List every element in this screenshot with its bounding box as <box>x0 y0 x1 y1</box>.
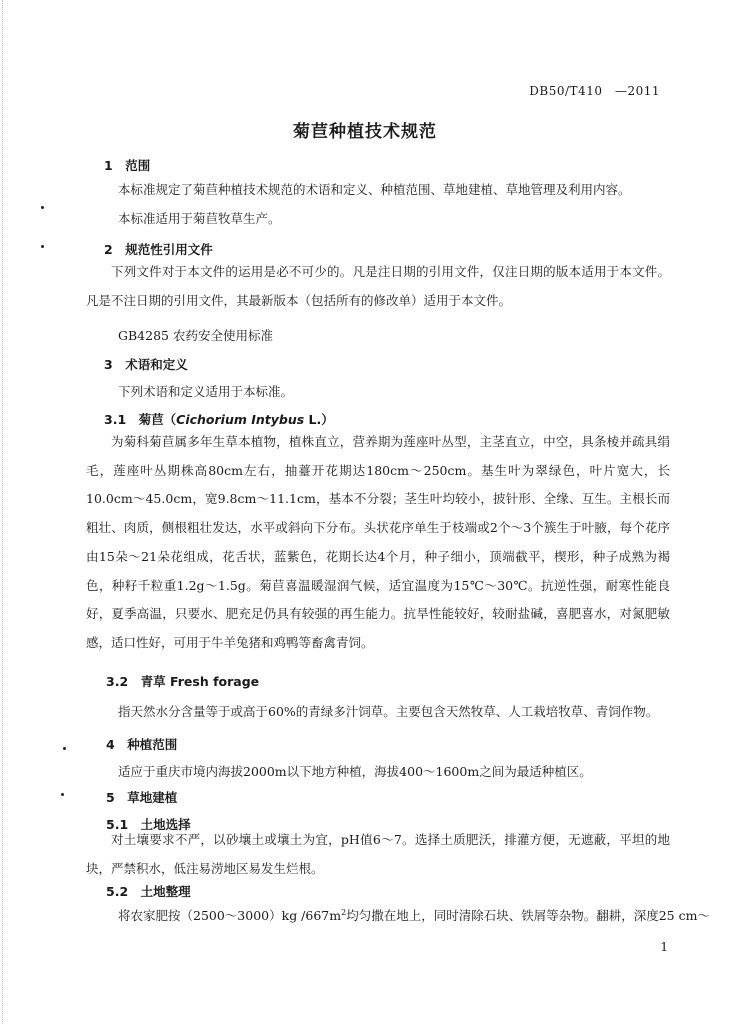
paragraph: 适应于重庆市境内海拔2000m以下地方种植，海拔400～1600m之间为最适种植区。 <box>118 764 592 779</box>
reference-item: GB4285 农药安全使用标准 <box>118 328 273 343</box>
paragraph: 将农家肥按（2500～3000）kg $/667m^2$均匀撒在地上，同时清除石块、铁屑等杂物。翻耕，深度25 cm～ <box>118 907 710 923</box>
paragraph: 为菊科菊苣属多年生草本植物，植株直立，营养期为莲座叶丛型，主茎直立，中空，具条棱并疏具绢毛，莲座叶丛期株高80cm左右，抽薹开花期达180cm～250cm。基生叶为翠绿色，叶片宽大，长10.0cm～45.0cm，宽9.8cm～11.1cm，基本不分裂；茎生叶均较小，披针形、全缘、互生。主根长而粗壮、肉质，侧根粗壮发达，水平或斜向下分布。头状花序单生于枝端或2个～3个簇生于叶腋，每个花序由15朵～21朵花组成，花舌状，蓝紫色，花期长达4个月，种子细小，顶端截平，楔形，种子成熟为褐色，种籽千粒重1.2g～1.5g。菊苣喜温暖湿润气候，适宜温度为15℃～30℃。抗逆性强，耐寒性能良好，夏季高温，只要水、肥充足仍具有较强的再生能力。抗旱性能较好，较耐盐碱，喜肥喜水，对氮肥敏感，适口性好，可用于牛羊兔猪和鸡鸭等畜禽青饲。 <box>86 434 670 650</box>
subsection-heading: 3.1 菊苣（Cichorium Intybus L.） <box>104 412 334 427</box>
section-heading: 5 草地建植 <box>106 790 178 805</box>
subsection-heading: 3.2 青草 Fresh forage <box>106 674 260 689</box>
section-heading: 1 范围 <box>104 158 151 173</box>
section-heading: 2 规范性引用文件 <box>104 242 213 257</box>
scan-speck <box>41 245 44 248</box>
section-heading: 3 术语和定义 <box>104 357 188 372</box>
standard-code: DB50/T410 —2011 <box>529 84 660 98</box>
paragraph: 指天然水分含量等于或高于60%的青绿多汁饲草。主要包含天然牧草、人工栽培牧草、青饲作物。 <box>118 704 659 719</box>
subsection-heading: 5.1 土地选择 <box>106 817 191 832</box>
paragraph: 下列术语和定义适用于本标准。 <box>118 384 294 399</box>
section-heading: 4 种植范围 <box>106 737 178 752</box>
paragraph: 本标准规定了菊苣种植技术规范的术语和定义、种植范围、草地建植、草地管理及利用内容。 <box>118 182 631 197</box>
scan-speck <box>63 747 66 750</box>
paragraph: 下列文件对于本文件的运用是必不可少的。凡是注日期的引用文件，仅注日期的版本适用于本文件。凡是不注日期的引用文件，其最新版本（包括所有的修改单）适用于本文件。 <box>86 264 670 308</box>
document-title: 菊苣种植技术规范 <box>293 122 437 142</box>
paragraph: 对土壤要求不严，以砂壤土或壤土为宜，pH值6～7。选择土质肥沃，排灌方便，无遮蔽，平坦的地块，严禁积水，低注易涝地区易发生烂根。 <box>86 832 670 876</box>
scan-speck <box>41 206 44 209</box>
paragraph: 本标准适用于菊苣牧草生产。 <box>118 211 281 226</box>
scan-speck <box>61 793 64 796</box>
subsection-heading: 5.2 土地整理 <box>106 884 191 899</box>
scan-edge <box>2 0 4 1024</box>
page-number: 1 <box>660 940 668 954</box>
latin-name: Cichorium Intybus <box>176 412 305 427</box>
